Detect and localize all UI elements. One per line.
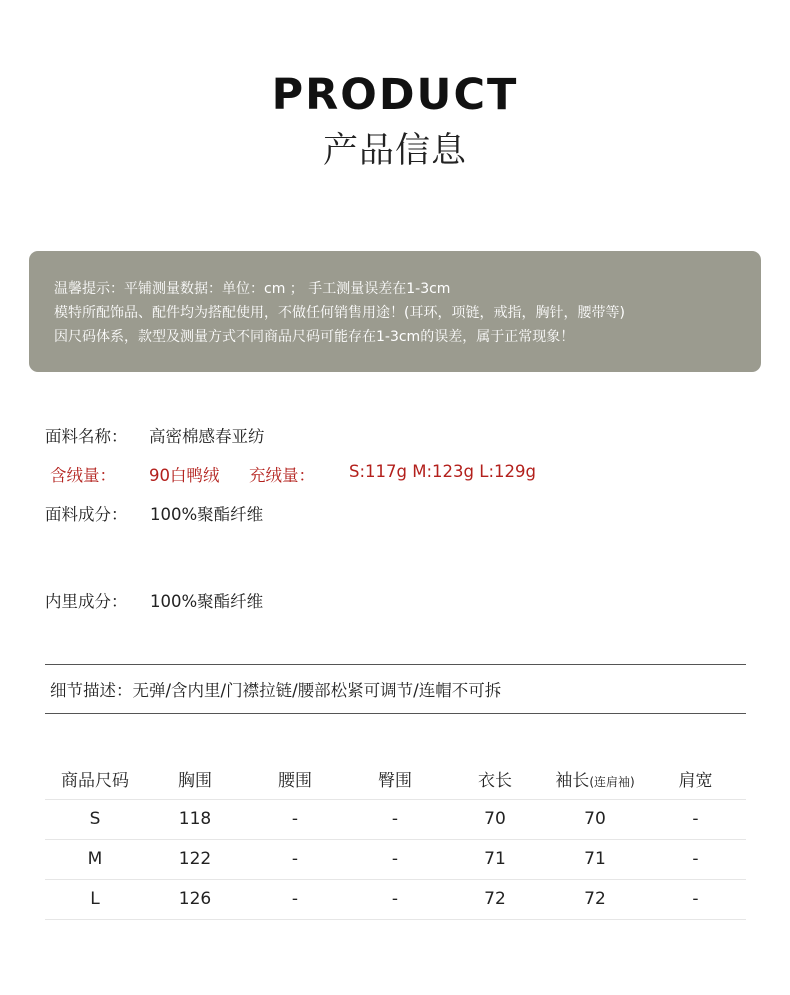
table-cell: - bbox=[245, 839, 345, 879]
fabric-comp-value: 100%聚酯纤维 bbox=[150, 505, 264, 524]
fabric-name-value: 高密棉感春亚纺 bbox=[149, 427, 265, 446]
header-sleeve-label: 袖长 bbox=[555, 771, 590, 792]
detail-label: 细节描述： bbox=[50, 681, 133, 700]
header-size: 商品尺码 bbox=[61, 771, 129, 792]
table-cell: L bbox=[45, 879, 145, 919]
size-table bbox=[45, 759, 746, 920]
header-sleeve-note: (连肩袖) bbox=[589, 775, 635, 790]
notice-box bbox=[29, 251, 761, 372]
table-cell: - bbox=[345, 799, 445, 839]
notice-line: 温馨提示：平铺测量数据：单位：cm ； 手工测量误差在1-3cm bbox=[54, 281, 451, 297]
table-cell: - bbox=[245, 879, 345, 919]
lining-label: 内里成分： bbox=[45, 592, 128, 611]
table-cell: - bbox=[345, 879, 445, 919]
fill-label: 充绒量： bbox=[249, 466, 315, 485]
size-table-header bbox=[45, 759, 746, 799]
notice-line: 模特所配饰品、配件均为搭配使用，不做任何销售用途！(耳环，项链，戒指，胸针，腰带等) bbox=[54, 305, 625, 321]
table-cell: 70 bbox=[545, 799, 645, 839]
header-sleeve bbox=[545, 759, 645, 799]
table-cell: 72 bbox=[545, 879, 645, 919]
table-cell: 126 bbox=[145, 879, 245, 919]
page-title-en: PRODUCT bbox=[271, 70, 519, 120]
table-cell: M bbox=[45, 839, 145, 879]
table-cell: - bbox=[645, 839, 746, 879]
header-shoulder: 肩宽 bbox=[678, 771, 713, 792]
header-length: 衣长 bbox=[478, 771, 512, 792]
table-cell: 122 bbox=[145, 839, 245, 879]
fill-value: S:117g M:123g L:129g bbox=[349, 462, 536, 481]
table-cell: 70 bbox=[445, 799, 545, 839]
table-cell: - bbox=[345, 839, 445, 879]
lining-value: 100%聚酯纤维 bbox=[150, 592, 264, 611]
fabric-comp-label: 面料成分： bbox=[45, 505, 128, 524]
table-row bbox=[45, 839, 746, 879]
header-waist: 腰围 bbox=[278, 771, 312, 792]
table-row bbox=[45, 799, 746, 839]
fabric-name-label: 面料名称： bbox=[45, 427, 128, 446]
divider bbox=[45, 664, 746, 665]
table-cell: 71 bbox=[445, 839, 545, 879]
table-cell: - bbox=[645, 879, 746, 919]
notice-line: 因尺码体系，款型及测量方式不同商品尺码可能存在1-3cm的误差，属于正常现象！ bbox=[54, 329, 575, 345]
table-row bbox=[45, 879, 746, 919]
header-chest: 胸围 bbox=[178, 771, 212, 792]
down-value: 90白鸭绒 bbox=[149, 466, 220, 485]
table-cell: - bbox=[645, 799, 746, 839]
table-cell: 72 bbox=[445, 879, 545, 919]
table-cell: - bbox=[245, 799, 345, 839]
detail-row bbox=[50, 677, 501, 701]
table-cell: S bbox=[45, 799, 145, 839]
table-cell: 118 bbox=[145, 799, 245, 839]
table-cell: 71 bbox=[545, 839, 645, 879]
page-title-cn: 产品信息 bbox=[322, 131, 467, 171]
header-hip: 臀围 bbox=[378, 771, 412, 792]
detail-value: 无弹/含内里/门襟拉链/腰部松紧可调节/连帽不可拆 bbox=[132, 681, 502, 700]
down-label: 含绒量： bbox=[50, 466, 116, 485]
divider bbox=[45, 713, 746, 714]
